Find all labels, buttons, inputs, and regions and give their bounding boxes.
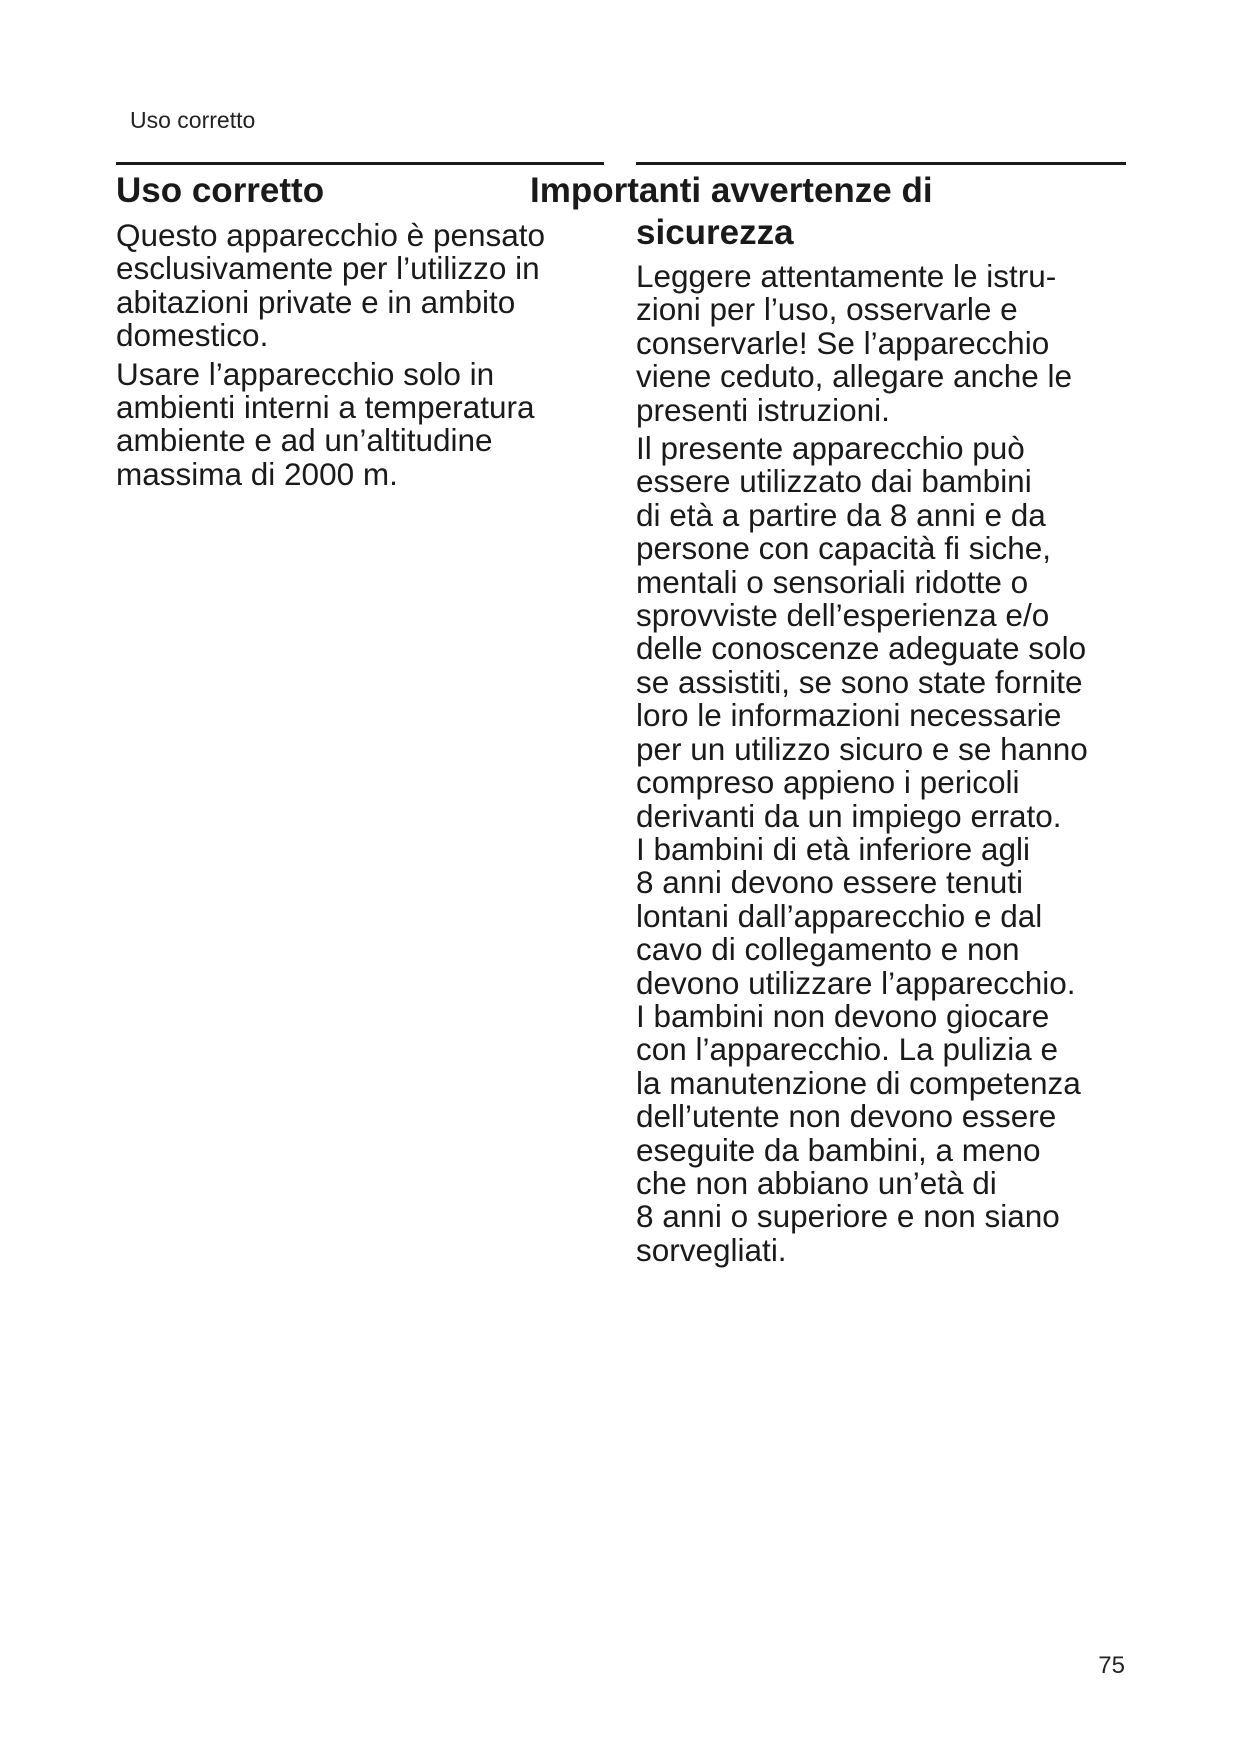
right-column-text [636, 260, 1136, 1267]
left-column-text [116, 219, 606, 491]
paragraph-intended-use: Questo apparecchio è pensato esclusivamente per l’utilizzo in abitazioni private e in ambito domestico. [116, 217, 546, 354]
section-divider-right [636, 162, 1126, 165]
paragraph-children-safety: Il presente apparecchio può essere utilizzato dai bambini di età a partire da 8 anni e da persone con capacità fi siche, mentali o sensoriali ridotte o sprovviste dell’esperienza e/o delle conoscenze adeguate solo se assistiti, se sono state fornite loro le informazioni necessarie per un utilizzo sicuro e se hanno compreso appieno i pericoli derivanti da un impiego errato. I bambini di età inferiore agli 8 anni devono essere tenuti lontani dall’apparecchio e dal cavo di collegamento e non devono utilizzare l’apparecchio. I bambini non devono giocare con l’apparecchio. La pulizia e la manutenzione di competenza dell’utente non devono essere eseguite da bambini, a meno che non abbiano un’età di 8 anni o superiore e non siano sorvegliati. [636, 430, 1088, 1268]
paragraph-environment: Usare l’apparecchio solo in ambienti interni a temperatura ambiente e ad un’altitudine massima di 2000 m. [116, 355, 535, 492]
running-header: Uso corretto [130, 107, 256, 133]
page-number: 75 [1098, 1652, 1125, 1679]
section-heading-uso-corretto: Uso corretto [116, 171, 325, 210]
paragraph-read-instructions: Leggere attentamente le istru- zioni per l’uso, osservarle e conservarle! Se l’apparecchio viene ceduto, allegare anche le presenti istruzioni. [636, 258, 1073, 428]
section-heading-avvertenze-line1: Importanti avvertenze di [530, 171, 933, 210]
section-heading-avvertenze-line2: sicurezza [636, 213, 794, 252]
section-divider-left [116, 162, 604, 165]
